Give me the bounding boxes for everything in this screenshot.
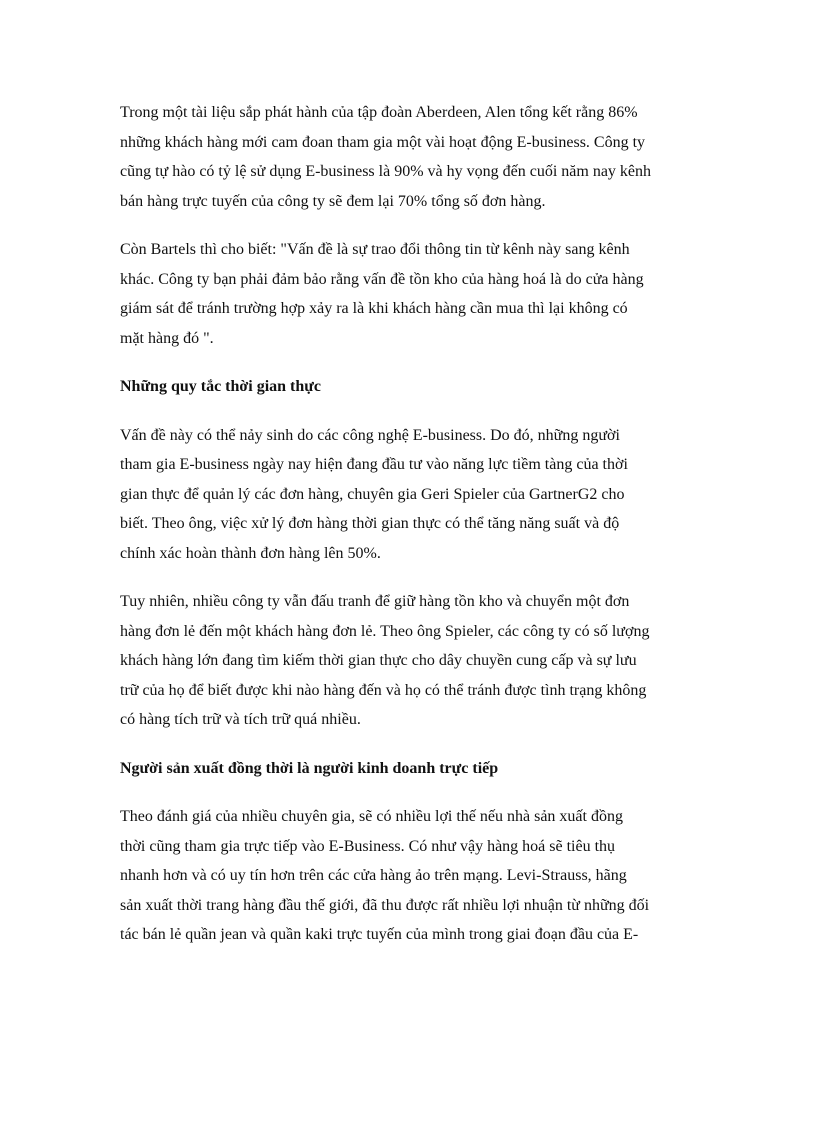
text-line: cũng tự hào có tỷ lệ sử dụng E-business là 90% và hy vọng đến cuối năm nay kênh bbox=[120, 163, 652, 180]
text-line: Vấn đề này có thể nảy sinh do các công nghệ E-business. Do đó, những người bbox=[120, 426, 620, 444]
text-line: chính xác hoàn thành đơn hàng lên 50%. bbox=[120, 544, 381, 562]
text-line: hàng đơn lẻ đến một khách hàng đơn lẻ. Theo ông Spieler, các công ty có số lượng bbox=[120, 622, 650, 640]
text-line: những khách hàng mới cam đoan tham gia một vài hoạt động E-business. Công ty bbox=[120, 133, 646, 151]
paragraph-aberdeen bbox=[120, 98, 704, 216]
text-line: thời cũng tham gia trực tiếp vào E-Business. Có như vậy hàng hoá sẽ tiêu thụ bbox=[120, 837, 616, 855]
paragraph-inventory bbox=[120, 587, 704, 735]
text-line: mặt hàng đó ". bbox=[120, 329, 214, 347]
text-line: gian thực để quản lý các đơn hàng, chuyên gia Geri Spieler của GartnerG2 cho bbox=[120, 485, 625, 503]
text-line: khách hàng lớn đang tìm kiếm thời gian thực cho dây chuyền cung cấp và sự lưu bbox=[120, 652, 637, 669]
text-line: biết. Theo ông, việc xử lý đơn hàng thời gian thực có thể tăng năng suất và độ bbox=[120, 515, 620, 532]
text-line: bán hàng trực tuyến của công ty sẽ đem lại 70% tổng số đơn hàng. bbox=[120, 192, 546, 210]
text-line: tham gia E-business ngày nay hiện đang đầu tư vào năng lực tiềm tàng của thời bbox=[120, 456, 628, 473]
text-line: Còn Bartels thì cho biết: "Vấn đề là sự trao đổi thông tin từ kênh này sang kênh bbox=[120, 241, 630, 258]
paragraph-manufacturer bbox=[120, 802, 704, 950]
document-body bbox=[120, 98, 704, 969]
text-line: trữ của họ để biết được khi nào hàng đến và họ có thể tránh được tình trạng không bbox=[120, 681, 647, 699]
text-line: Theo đánh giá của nhiều chuyên gia, sẽ có nhiều lợi thế nếu nhà sản xuất đồng bbox=[120, 808, 623, 825]
section-heading-manufacturer: Người sản xuất đồng thời là người kinh doanh trực tiếp bbox=[120, 759, 499, 777]
text-line: khác. Công ty bạn phải đảm bảo rằng vấn đề tồn kho của hàng hoá là do cửa hàng bbox=[120, 270, 644, 288]
text-line: có hàng tích trữ và tích trữ quá nhiều. bbox=[120, 711, 361, 728]
text-line: Trong một tài liệu sắp phát hành của tập đoàn Aberdeen, Alen tổng kết rằng 86% bbox=[120, 104, 638, 121]
section-heading-realtime: Những quy tắc thời gian thực bbox=[120, 378, 321, 395]
paragraph-realtime bbox=[120, 421, 704, 569]
text-line: giám sát để tránh trường hợp xảy ra là khi khách hàng cần mua thì lại không có bbox=[120, 300, 628, 317]
text-line: tác bán lẻ quần jean và quần kaki trực tuyến của mình trong giai đoạn đầu của E- bbox=[120, 926, 639, 943]
text-line: nhanh hơn và có uy tín hơn trên các cửa hàng ảo trên mạng. Levi-Strauss, hãng bbox=[120, 867, 627, 884]
paragraph-bartels bbox=[120, 235, 704, 353]
text-line: Tuy nhiên, nhiều công ty vẫn đấu tranh để giữ hàng tồn kho và chuyển một đơn bbox=[120, 593, 630, 610]
text-line: sản xuất thời trang hàng đầu thế giới, đã thu được rất nhiều lợi nhuận từ những đối bbox=[120, 896, 650, 914]
